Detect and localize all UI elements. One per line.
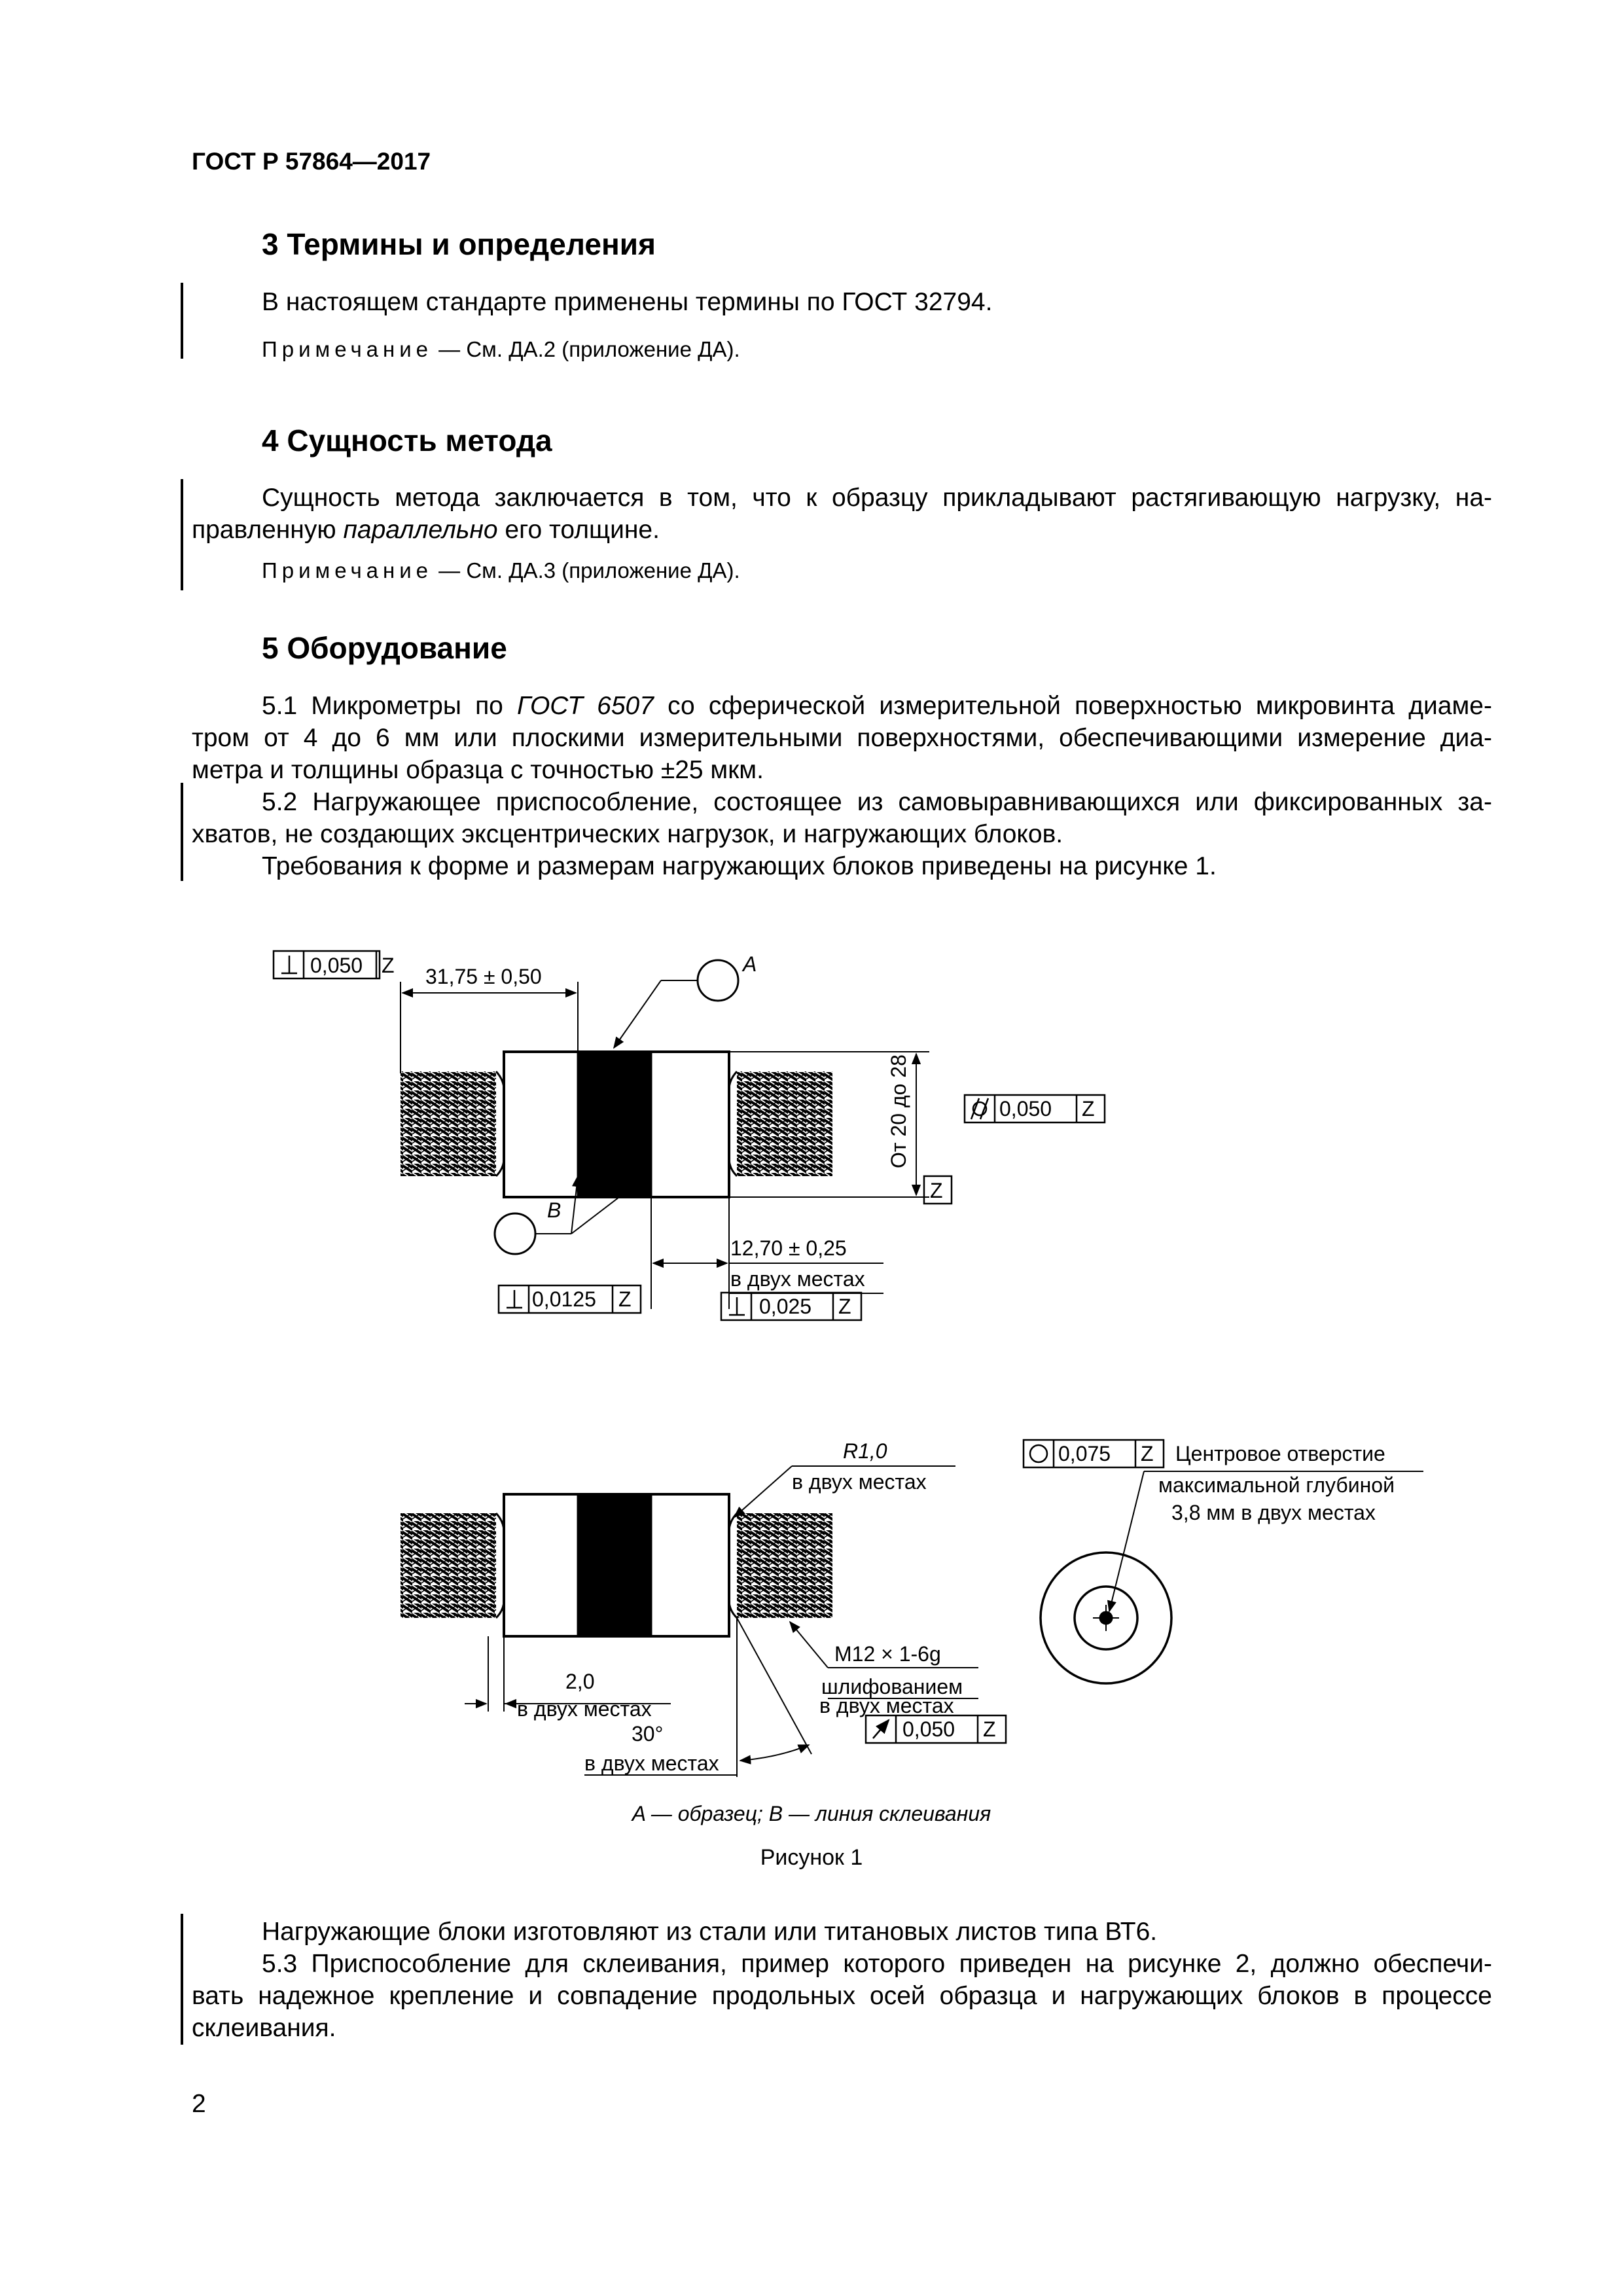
center-hole-note: Центровое отверстие [1175, 1442, 1385, 1465]
text-line: 5.3 Приспособление для склеивания, пример которого приведен на рисунке 2, должно обеспечи- [262, 1950, 1492, 1978]
tolerance-frames-top [274, 951, 1105, 1320]
tol-value: 0,050 [999, 1097, 1052, 1121]
text-line: метра и толщины образца с точностью ±25 мкм. [192, 756, 764, 784]
figure-legend [0, 1802, 1623, 1826]
text-emphasis: ГОСТ 6507 [517, 692, 654, 720]
specimen [578, 1052, 651, 1197]
thread-left [401, 1513, 496, 1618]
text-line: вать надежное крепление и совпадение продольных осей образца и нагружающих блоков в процессе [192, 1982, 1492, 2010]
tol-value: 0,075 [1058, 1442, 1111, 1465]
tol-value: 0,050 [902, 1717, 955, 1741]
center-hole-note: максимальной глубиной [1158, 1473, 1395, 1497]
datum-letter: Z [1141, 1442, 1154, 1465]
specimen [578, 1494, 651, 1636]
leader-b [571, 1176, 578, 1234]
perpendicularity-icon [729, 1297, 745, 1315]
thread-spec: M12 × 1-6g [834, 1642, 941, 1666]
thread-right [737, 1071, 832, 1176]
runout-icon [873, 1720, 889, 1738]
cylindricity-icon [971, 1098, 988, 1119]
note-text: — См. ДА.2 (приложение ДА). [433, 337, 740, 361]
after-figure-text [192, 1916, 1492, 2044]
thread-right [737, 1513, 832, 1618]
figure-caption: Рисунок 1 [760, 1845, 863, 1870]
note-two-places: в двух местах [517, 1697, 652, 1721]
datum-letter: Z [838, 1295, 851, 1318]
callout-circle-a [698, 960, 738, 1001]
dim-2: 2,0 [565, 1670, 595, 1693]
datum-letter: Z [983, 1717, 996, 1741]
circularity-icon [1030, 1445, 1047, 1462]
text-line: тром от 4 до 6 мм или плоскими измерительными поверхностями, обеспечивающими измерение диа- [192, 724, 1492, 752]
text-emphasis: параллельно [343, 516, 498, 544]
text-span: его толщине. [497, 516, 660, 544]
datum-letter: Z [382, 954, 395, 977]
angle-arc [740, 1745, 809, 1761]
grinding-note: шлифованием [821, 1675, 963, 1698]
note-label: Примечание [262, 558, 433, 583]
section-3-text: В настоящем стандарте применены термины по ГОСТ 32794. [262, 288, 993, 316]
center-hole-note: 3,8 мм в двух местах [1171, 1501, 1376, 1524]
text-span: со сферической измерительной поверхностью микровинта диаме- [653, 692, 1492, 720]
datum-letter: Z [1082, 1097, 1095, 1121]
tol-value: 0,025 [759, 1295, 812, 1318]
text-line: Требования к форме и размерам нагружающих блоков приведены на рисунке 1. [262, 852, 1217, 880]
page-number: 2 [192, 2090, 206, 2118]
datum-letter: Z [618, 1287, 632, 1311]
label-b: B [547, 1198, 562, 1222]
document-header: ГОСТ Р 57864—2017 [192, 148, 431, 175]
dim-block: 12,70 ± 0,25 [730, 1236, 847, 1260]
callout-circle-b [495, 1213, 535, 1254]
tol-value: 0,0125 [532, 1287, 596, 1311]
label-a: A [743, 952, 757, 976]
angle: 30° [632, 1722, 664, 1746]
text-line: 5.2 Нагружающее приспособление, состоящее из самовыравнивающихся или фиксированных за- [262, 788, 1492, 816]
leader-radius [734, 1466, 792, 1517]
leader-thread [790, 1622, 828, 1668]
section-3-title: 3 Термины и определения [262, 227, 656, 261]
top-view [401, 960, 952, 1309]
note-label: Примечание [262, 337, 433, 361]
text-line: Сущность метода заключается в том, что к образцу прикладывают растягивающую нагрузку, на- [262, 484, 1492, 512]
note-two-places: в двух местах [792, 1470, 927, 1494]
note-two-places: в двух местах [584, 1751, 719, 1775]
note-two-places: в двух местах [819, 1694, 954, 1717]
text-span: правленную [192, 516, 344, 544]
datum-letter: Z [930, 1179, 943, 1202]
legend-text: A — образец; B — линия склеивания [632, 1802, 991, 1825]
text-line: хватов, не создающих эксцентрических нагрузок, и нагружающих блоков. [192, 820, 1063, 848]
leader-center [1109, 1471, 1144, 1611]
radius: R1,0 [843, 1439, 887, 1463]
perpendicularity-icon [281, 956, 297, 973]
section-4-title: 4 Сущность метода [262, 423, 552, 457]
change-bar [181, 1914, 183, 2045]
perpendicularity-icon [507, 1290, 522, 1308]
section-5-title: 5 Оборудование [262, 631, 507, 665]
tol-value: 0,050 [310, 954, 363, 977]
note-text: — См. ДА.3 (приложение ДА). [433, 558, 740, 583]
thread-left [401, 1071, 496, 1176]
text-span: 5.1 Микрометры по [262, 692, 518, 720]
leader-a [614, 980, 661, 1048]
note-two-places: в двух местах [730, 1267, 865, 1291]
dim-height: От 20 до 28 [887, 1054, 910, 1168]
text-line: Нагружающие блоки изготовляют из стали или титановых листов типа ВТ6. [262, 1918, 1158, 1946]
dim-length: 31,75 ± 0,50 [425, 965, 542, 988]
text-line: склеивания. [192, 2014, 336, 2042]
